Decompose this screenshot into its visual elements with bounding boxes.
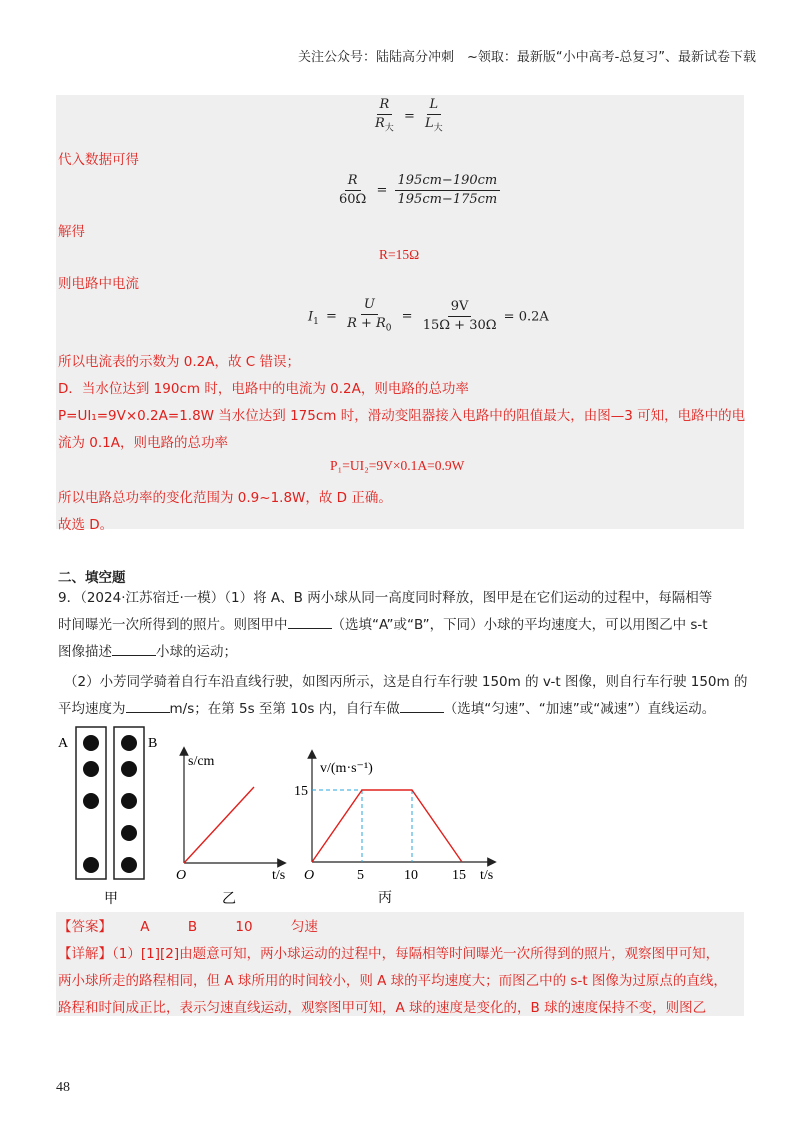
ball-b-5 (121, 857, 137, 873)
text-power-1: P=UI₁=9V×0.2A=1.8W 当水位达到 175cm 时，滑动变阻器接入电路中的阻值最大，由图—3 可知，电路中的电 (58, 408, 746, 424)
formula-substituted: $\frac{R}{60\Omega}$ = $\frac{195cm-190cm}{195cm-175cm}$ (336, 172, 500, 209)
ball-a-3 (83, 793, 99, 809)
explain-line-2: 两小球所走的路程相同，但 A 球所用的时间较小，则 A 球的平均速度大；而图乙中的 s-t 图像为过原点的直线， (58, 973, 727, 989)
figure-jia (56, 725, 166, 910)
section-title: 二、填空题 (58, 570, 126, 586)
text-substitute: 代入数据可得 (58, 152, 139, 168)
ball-a-2 (83, 761, 99, 777)
label-a: A (58, 736, 69, 751)
text-solve: 解得 (58, 224, 85, 240)
blank-1[interactable] (288, 616, 332, 629)
question-line-4: （2）小芳同学骑着自行车沿直线行驶，如图丙所示，这是自行车行驶 150m 的 v-t 图像，则自行车行驶 150m 的 (64, 674, 748, 690)
page-header: 关注公众号：陆陆高分冲刺 ~领取：最新版“小中高考-总复习”、最新试卷下载 (297, 50, 756, 65)
caption-bing: 丙 (378, 891, 392, 906)
ball-b-3 (121, 793, 137, 809)
explain-line-3: 路程和时间成正比，表示匀速直线运动，观察图甲可知，A 球的速度是变化的，B 球的速度保持不变，则图乙 (58, 1000, 707, 1016)
bing-vt-line (312, 790, 462, 862)
question-line-1: 9．（2024·江苏宿迁·一模）（1）将 A、B 两小球从同一高度同时释放，图甲是在它们运动的过程中，每隔相等 (58, 590, 713, 606)
figure-bing (294, 752, 510, 910)
blank-3[interactable] (126, 700, 170, 713)
ball-a-4 (83, 857, 99, 873)
question-line-3: 图像描述 小球的运动； (58, 644, 237, 660)
yi-y-label: s/cm (188, 754, 215, 769)
formula-current: $I_1$ = $\frac{U}{R + R_0}$ = $\frac{9V}{15\Omega + 30\Omega}$ = 0.2A (308, 297, 549, 334)
bing-y-label: v/(m·s⁻¹) (320, 761, 373, 776)
ball-b-1 (121, 735, 137, 751)
result-resistance: R=15Ω (379, 247, 420, 262)
label-b: B (148, 736, 158, 751)
ball-a-1 (83, 735, 99, 751)
formula-power: P₁=UI₂=9V×0.1A=0.9W (330, 458, 465, 473)
text-power-2: 流为 0.1A，则电路的总功率 (58, 435, 228, 451)
bing-x-label: t/s (480, 868, 494, 883)
formula-ratio: $\frac{R}{R_大}$ = $\frac{L}{L_大}$ (375, 97, 443, 134)
question-line-5: 平均速度为 m/s；在第 5s 至第 10s 内，自行车做 （选填“匀速”、“加速”或“减速”）直线运动。 (58, 701, 716, 717)
question-line-2: 时间曝光一次所得到的照片。则图甲中 （选填“A”或“B”，下同）小球的平均速度大，可以用图乙中 s-t (58, 617, 708, 633)
blank-2[interactable] (112, 643, 156, 656)
text-choose-d: 故选 D。 (58, 517, 114, 533)
explain-line-1: 【详解】（1）[1][2]由题意可知，两小球运动的过程中，每隔相等时间曝光一次所得到的照片，观察图甲可知， (58, 946, 720, 962)
bing-origin: O (304, 868, 315, 883)
text-ammeter: 所以电流表的示数为 0.2A，故 C 错误； (58, 354, 301, 370)
bing-tick-x5: 5 (357, 868, 364, 883)
bing-tick-x10: 10 (404, 868, 418, 883)
caption-yi: 乙 (222, 892, 236, 907)
bing-tick-x15: 15 (452, 868, 466, 883)
figure-yi (170, 745, 300, 910)
text-power-range: 所以电路总功率的变化范围为 0.9~1.8W，故 D 正确。 (58, 490, 392, 506)
ball-b-2 (121, 761, 137, 777)
blank-4[interactable] (400, 700, 444, 713)
answer-line: 【答案】 A B 10 匀速 (58, 919, 318, 935)
caption-jia: 甲 (104, 892, 118, 907)
yi-x-label: t/s (272, 868, 286, 883)
text-current: 则电路中电流 (58, 276, 139, 292)
text-option-d: D．当水位达到 190cm 时，电路中的电流为 0.2A，则电路的总功率 (58, 381, 469, 397)
page-number: 48 (56, 1080, 70, 1095)
yi-origin: O (176, 868, 187, 883)
bing-tick-y15: 15 (294, 784, 308, 799)
ball-b-4 (121, 825, 137, 841)
yi-st-line (184, 787, 254, 863)
